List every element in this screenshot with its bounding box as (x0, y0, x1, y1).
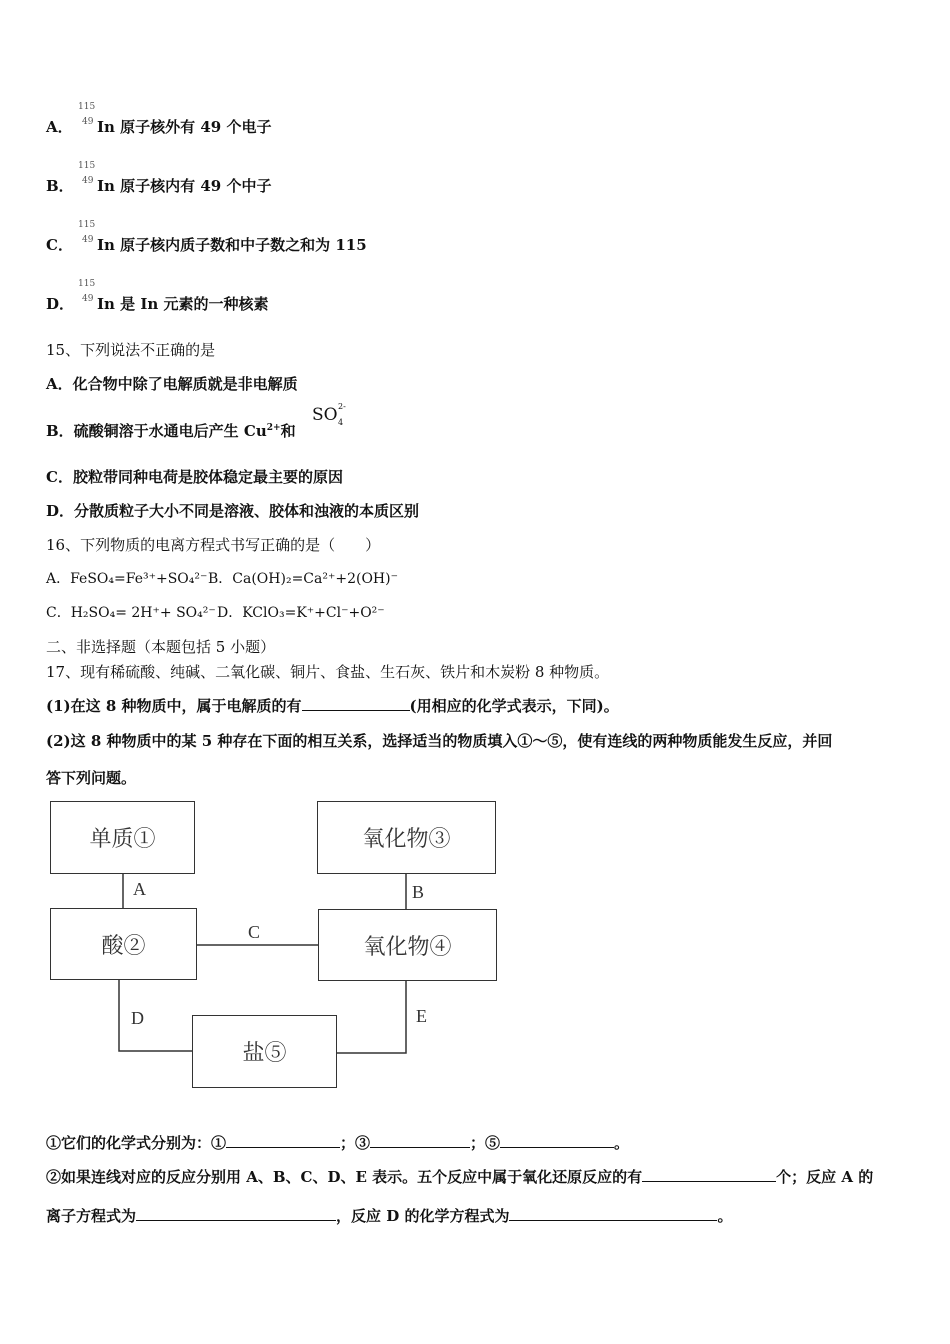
answer-blank-redox-count[interactable] (642, 1167, 776, 1182)
atomic-number: 49 (82, 117, 94, 127)
box-oxide-3: 氧化物③ (317, 801, 496, 874)
option-text: In 是 In 元素的一种核素 (97, 295, 269, 313)
text: ②如果连线对应的反应分别用 A、B、C、D、E 表示。五个反应中属于氧化还原反应的有 (46, 1168, 643, 1186)
q16-option-b: B．Ca(OH)₂=Ca²⁺+2(OH)⁻ (208, 571, 398, 587)
answer-blank-1[interactable] (226, 1133, 340, 1148)
box-oxide-4: 氧化物④ (318, 909, 497, 981)
atomic-number: 49 (82, 294, 94, 304)
text: 个；反应 A 的 (776, 1168, 874, 1186)
edge-e-line (337, 981, 406, 1053)
answer-blank-3[interactable] (370, 1133, 470, 1148)
ion-subscript: 4 (338, 418, 344, 427)
edge-d-line (119, 979, 192, 1051)
box-salt-5: 盐⑤ (192, 1015, 337, 1088)
atomic-number: 49 (82, 176, 94, 186)
q16-option-c: C．H₂SO₄= 2H⁺+ SO₄²⁻ (46, 605, 216, 621)
option-text: B．硫酸铜溶于水通电后产生 Cu (46, 422, 267, 440)
option-text: In 原子核内有 49 个中子 (97, 177, 272, 195)
q17-sub2 (46, 1166, 873, 1187)
mass-number: 115 (78, 102, 96, 112)
q15-option-d: D．分散质粒子大小不同是溶液、胶体和浊液的本质区别 (46, 502, 420, 520)
answer-blank-5[interactable] (500, 1133, 614, 1148)
q16-stem: 16、下列物质的电离方程式书写正确的是（ ） (46, 536, 381, 554)
answer-blank-chem-eq[interactable] (509, 1206, 717, 1221)
mass-number: 115 (78, 279, 96, 289)
q17-sub1 (46, 1132, 629, 1153)
mass-number: 115 (78, 161, 96, 171)
ion-symbol: SO (312, 405, 338, 425)
q17-part2-line1: (2)这 8 种物质中的某 5 种存在下面的相互关系，选择适当的物质填入①～⑤，使有连线的两种物质能发生反应，并回 (46, 732, 833, 750)
option-letter: A． (46, 118, 73, 136)
answer-blank-ionic-eq[interactable] (136, 1206, 336, 1221)
option-letter: B． (46, 177, 74, 195)
q17-part2-line2: 答下列问题。 (46, 769, 137, 787)
edge-label-a: A (133, 879, 146, 899)
text: (用相应的化学式表示，下同)。 (409, 697, 619, 715)
text: (1)在这 8 种物质中，属于电解质的有 (46, 697, 302, 715)
q15-option-a: A．化合物中除了电解质就是非电解质 (46, 375, 298, 393)
text: ；⑤ (470, 1134, 501, 1152)
text: 离子方程式为 (46, 1207, 137, 1225)
mass-number: 115 (78, 220, 96, 230)
text: ；③ (340, 1134, 371, 1152)
box-acid-2: 酸② (50, 908, 197, 980)
edge-label-d: D (131, 1008, 144, 1028)
q17-stem: 17、现有稀硫酸、纯碱、二氧化碳、铜片、食盐、生石灰、铁片和木炭粉 8 种物质。 (46, 663, 610, 681)
q15-option-c: C．胶粒带同种电荷是胶体稳定最主要的原因 (46, 468, 343, 486)
text: 。 (614, 1134, 630, 1152)
conjunction: 和 (280, 422, 296, 440)
text: ①它们的化学式分别为：① (46, 1134, 227, 1152)
option-text: In 原子核内质子数和中子数之和为 115 (97, 236, 367, 254)
option-letter: C． (46, 236, 73, 254)
edge-label-b: B (412, 882, 425, 902)
edge-label-c: C (248, 922, 261, 942)
charge: 2+ (266, 423, 281, 433)
q17-sub3 (46, 1205, 733, 1226)
q15-stem: 15、下列说法不正确的是 (46, 341, 216, 359)
text: 。 (717, 1207, 733, 1225)
option-letter: D． (46, 295, 75, 313)
option-text: In 原子核外有 49 个电子 (97, 118, 272, 136)
q16-option-a: A．FeSO₄=Fe³⁺+SO₄²⁻ (46, 571, 208, 587)
box-element-1: 单质① (50, 801, 195, 874)
section-title: 二、非选择题（本题包括 5 小题） (46, 638, 276, 656)
ion-charge: 2- (338, 402, 346, 411)
q16-option-d: D．KClO₃=K⁺+Cl⁻+O²⁻ (217, 605, 385, 621)
atomic-number: 49 (82, 235, 94, 245)
text: ，反应 D 的化学方程式为 (336, 1207, 510, 1225)
edge-label-e: E (416, 1006, 427, 1026)
